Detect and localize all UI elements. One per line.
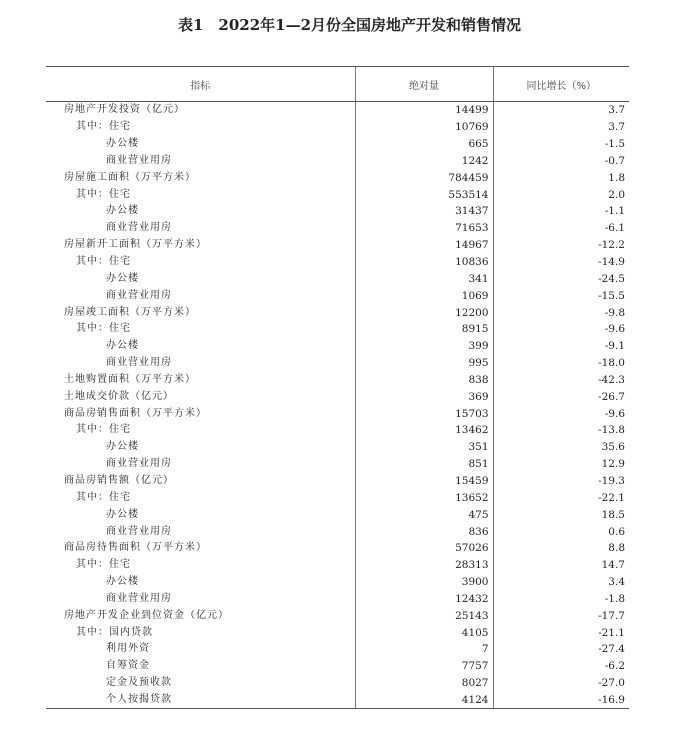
table-header <box>46 67 629 102</box>
table-row <box>46 169 629 186</box>
data-table <box>46 66 629 709</box>
row-absolute-value: 14499 <box>355 102 493 119</box>
row-yoy-growth: 2.0 <box>493 186 629 203</box>
row-yoy-growth: 8.8 <box>493 540 629 557</box>
row-yoy-growth: -9.1 <box>493 338 629 355</box>
row-indicator: 商业营业用房 <box>106 357 172 369</box>
row-indicator: 商品房待售面积（万平方米） <box>64 542 207 554</box>
row-indicator: 商业营业用房 <box>106 458 172 470</box>
row-yoy-growth: -19.3 <box>493 473 629 490</box>
row-yoy-growth: -9.6 <box>493 321 629 338</box>
row-indicator: 房屋新开工面积（万平方米） <box>64 239 207 251</box>
table-row <box>46 624 629 641</box>
row-yoy-growth: -13.8 <box>493 422 629 439</box>
row-absolute-value: 995 <box>355 355 493 372</box>
header-absolute-value: 绝对量 <box>355 67 493 102</box>
table-row <box>46 220 629 237</box>
row-absolute-value: 10836 <box>355 254 493 271</box>
row-yoy-growth: 3.7 <box>493 102 629 119</box>
table-row <box>46 506 629 523</box>
row-indicator: 办公楼 <box>106 508 139 520</box>
table-row <box>46 153 629 170</box>
row-yoy-growth: -22.1 <box>493 489 629 506</box>
row-absolute-value: 784459 <box>355 169 493 186</box>
row-yoy-growth: -27.4 <box>493 641 629 658</box>
row-yoy-growth: -24.5 <box>493 270 629 287</box>
row-yoy-growth: -1.1 <box>493 203 629 220</box>
table-row <box>46 422 629 439</box>
row-absolute-value: 12432 <box>355 590 493 607</box>
table-row <box>46 254 629 271</box>
row-indicator: 房地产开发企业到位资金（亿元） <box>64 609 229 621</box>
row-yoy-growth: -1.5 <box>493 136 629 153</box>
row-absolute-value: 369 <box>355 388 493 405</box>
row-absolute-value: 838 <box>355 372 493 389</box>
row-indicator: 自筹资金 <box>106 660 150 672</box>
row-yoy-growth: 18.5 <box>493 506 629 523</box>
row-indicator: 房屋竣工面积（万平方米） <box>64 306 196 318</box>
row-absolute-value: 4124 <box>355 692 493 709</box>
row-absolute-value: 3900 <box>355 574 493 591</box>
row-absolute-value: 8915 <box>355 321 493 338</box>
row-indicator: 商业营业用房 <box>106 592 172 604</box>
table-row <box>46 304 629 321</box>
row-indicator: 商业营业用房 <box>106 222 172 234</box>
row-yoy-growth: 14.7 <box>493 557 629 574</box>
row-indicator: 房屋施工面积（万平方米） <box>64 171 196 183</box>
row-yoy-growth: 3.4 <box>493 574 629 591</box>
row-indicator: 其中：住宅 <box>76 559 131 571</box>
table-body <box>46 102 629 709</box>
row-indicator: 个人按揭贷款 <box>46 692 355 709</box>
row-absolute-value: 836 <box>355 523 493 540</box>
row-indicator: 办公楼 <box>106 138 139 150</box>
row-indicator: 其中：国内贷款 <box>76 626 153 638</box>
table-row <box>46 136 629 153</box>
row-indicator: 其中：住宅 <box>76 121 131 133</box>
header-yoy-growth: 同比增长（%） <box>493 67 629 102</box>
row-indicator: 办公楼 <box>106 576 139 588</box>
row-indicator: 其中：住宅 <box>76 491 131 503</box>
table-row <box>46 439 629 456</box>
row-absolute-value: 7757 <box>355 658 493 675</box>
row-absolute-value: 553514 <box>355 186 493 203</box>
row-absolute-value: 31437 <box>355 203 493 220</box>
header-indicator: 指标 <box>46 67 355 102</box>
row-indicator: 办公楼 <box>106 205 139 217</box>
row-absolute-value: 851 <box>355 456 493 473</box>
table-row <box>46 270 629 287</box>
row-indicator: 商品房销售面积（万平方米） <box>64 407 207 419</box>
row-absolute-value: 57026 <box>355 540 493 557</box>
table-row <box>46 557 629 574</box>
row-absolute-value: 665 <box>355 136 493 153</box>
row-absolute-value: 13462 <box>355 422 493 439</box>
row-yoy-growth: -0.7 <box>493 153 629 170</box>
row-absolute-value: 13652 <box>355 489 493 506</box>
row-yoy-growth: -9.8 <box>493 304 629 321</box>
row-indicator: 其中：住宅 <box>76 256 131 268</box>
row-yoy-growth: 1.8 <box>493 169 629 186</box>
row-indicator: 商业营业用房 <box>106 154 172 166</box>
row-absolute-value: 8027 <box>355 675 493 692</box>
table-row <box>46 287 629 304</box>
row-yoy-growth: -9.6 <box>493 405 629 422</box>
row-yoy-growth: -16.9 <box>493 692 629 709</box>
table-row <box>46 237 629 254</box>
row-yoy-growth: -6.1 <box>493 220 629 237</box>
table-row <box>46 405 629 422</box>
row-yoy-growth: -18.0 <box>493 355 629 372</box>
table-row <box>46 456 629 473</box>
table-row <box>46 540 629 557</box>
row-yoy-growth: -14.9 <box>493 254 629 271</box>
row-yoy-growth: -42.3 <box>493 372 629 389</box>
row-yoy-growth: -12.2 <box>493 237 629 254</box>
row-absolute-value: 28313 <box>355 557 493 574</box>
row-indicator: 商品房销售额（亿元） <box>64 474 174 486</box>
table-row <box>46 388 629 405</box>
row-absolute-value: 1242 <box>355 153 493 170</box>
row-absolute-value: 10769 <box>355 119 493 136</box>
row-yoy-growth: -21.1 <box>493 624 629 641</box>
row-yoy-growth: 0.6 <box>493 523 629 540</box>
table-row <box>46 355 629 372</box>
row-absolute-value: 1069 <box>355 287 493 304</box>
row-indicator: 商业营业用房 <box>106 525 172 537</box>
row-absolute-value: 25143 <box>355 607 493 624</box>
row-absolute-value: 14967 <box>355 237 493 254</box>
table-row <box>46 523 629 540</box>
row-indicator: 其中：住宅 <box>76 188 131 200</box>
table-row <box>46 119 629 136</box>
row-absolute-value: 341 <box>355 270 493 287</box>
row-indicator: 定金及预收款 <box>106 677 172 689</box>
row-absolute-value: 71653 <box>355 220 493 237</box>
row-absolute-value: 351 <box>355 439 493 456</box>
row-yoy-growth: -15.5 <box>493 287 629 304</box>
table-row <box>46 372 629 389</box>
row-indicator: 商业营业用房 <box>106 289 172 301</box>
table-row <box>46 186 629 203</box>
table-row <box>46 321 629 338</box>
row-yoy-growth: -6.2 <box>493 658 629 675</box>
row-absolute-value: 15459 <box>355 473 493 490</box>
row-yoy-growth: 12.9 <box>493 456 629 473</box>
table-row <box>46 203 629 220</box>
row-yoy-growth: -1.8 <box>493 590 629 607</box>
row-indicator: 办公楼 <box>106 340 139 352</box>
row-absolute-value: 4105 <box>355 624 493 641</box>
row-indicator: 房地产开发投资（亿元） <box>64 104 185 116</box>
row-absolute-value: 475 <box>355 506 493 523</box>
row-absolute-value: 7 <box>355 641 493 658</box>
table-row <box>46 574 629 591</box>
table-row <box>46 473 629 490</box>
row-indicator: 土地成交价款（亿元） <box>64 390 174 402</box>
row-indicator: 利用外资 <box>106 643 150 655</box>
table-title: 表1 2022年1—2月份全国房地产开发和销售情况 <box>177 16 522 34</box>
row-absolute-value: 399 <box>355 338 493 355</box>
table-row <box>46 692 629 709</box>
row-yoy-growth: -17.7 <box>493 607 629 624</box>
table-row <box>46 675 629 692</box>
table-row <box>46 607 629 624</box>
table-row <box>46 489 629 506</box>
row-indicator: 其中：住宅 <box>76 323 131 335</box>
row-indicator: 其中：住宅 <box>76 424 131 436</box>
table-row <box>46 641 629 658</box>
row-yoy-growth: 35.6 <box>493 439 629 456</box>
row-yoy-growth: -27.0 <box>493 675 629 692</box>
row-indicator: 办公楼 <box>106 272 139 284</box>
table-row <box>46 590 629 607</box>
row-indicator: 办公楼 <box>106 441 139 453</box>
row-indicator: 土地购置面积（万平方米） <box>64 373 196 385</box>
row-yoy-growth: 3.7 <box>493 119 629 136</box>
table-row <box>46 658 629 675</box>
table-row <box>46 102 629 119</box>
row-yoy-growth: -26.7 <box>493 388 629 405</box>
table-row <box>46 338 629 355</box>
row-absolute-value: 15703 <box>355 405 493 422</box>
row-absolute-value: 12200 <box>355 304 493 321</box>
